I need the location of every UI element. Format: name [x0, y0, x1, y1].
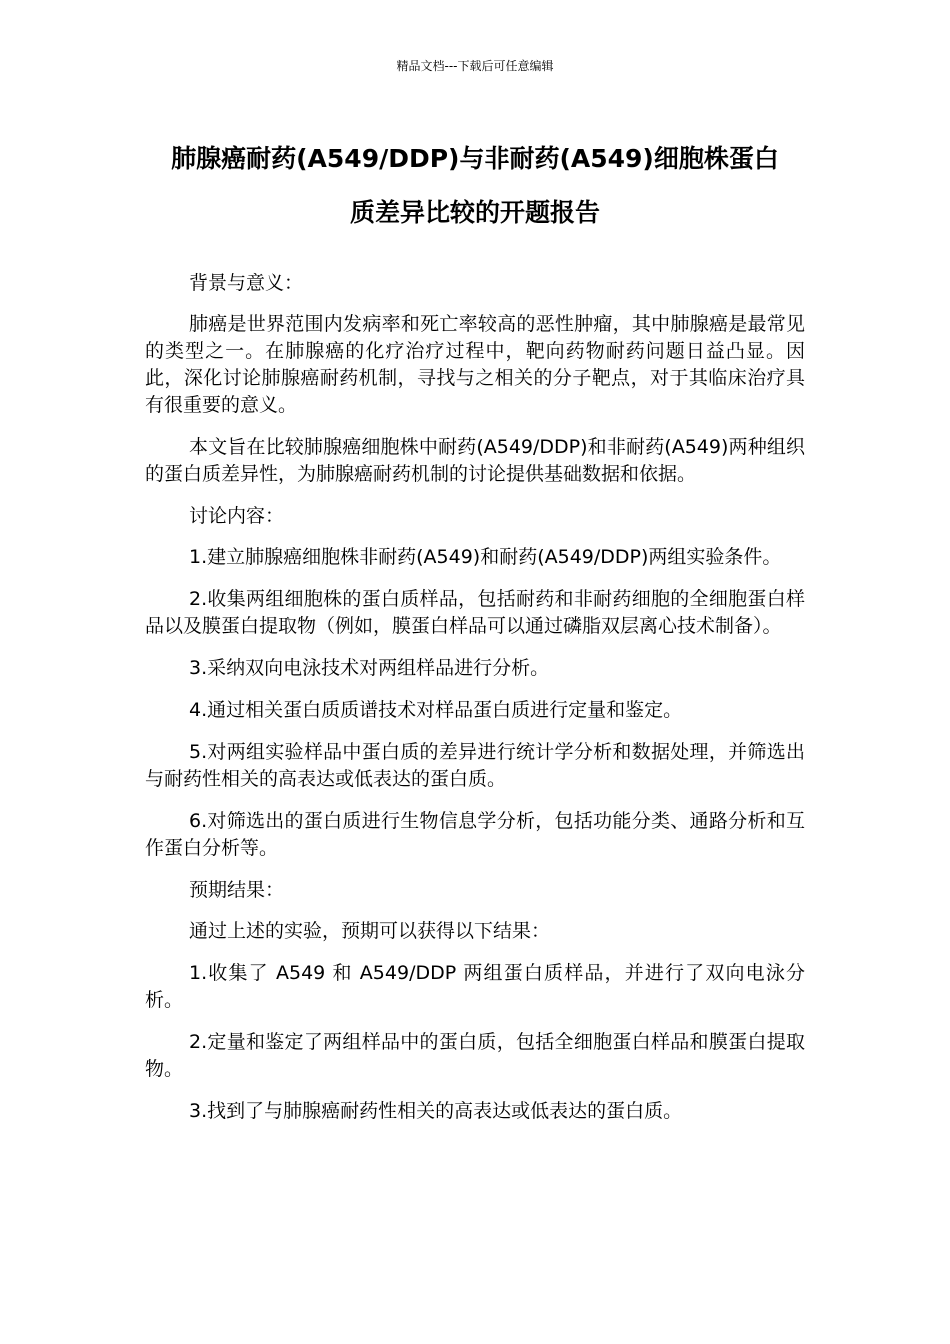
document-title-line-2: 质差异比较的开题报告 — [349, 198, 600, 227]
list-item-content-5: 5.对两组实验样品中蛋白质的差异进行统计学分析和数据处理，并筛选出与耐药性相关的高表达或低表达的蛋白质。 — [145, 741, 805, 790]
document-title — [143, 132, 807, 240]
document-body — [145, 270, 805, 1140]
list-item-content-2: 2.收集两组细胞株的蛋白质样品，包括耐药和非耐药细胞的全细胞蛋白样品以及膜蛋白提取物（例如，膜蛋白样品可以通过磷脂双层离心技术制备）。 — [145, 588, 805, 637]
list-item-content-4: 4.通过相关蛋白质质谱技术对样品蛋白质进行定量和鉴定。 — [189, 699, 683, 721]
section-heading-background: 背景与意义： — [189, 272, 304, 294]
page-header-note: 精品文档---下载后可任意编辑 — [396, 59, 554, 73]
paragraph-purpose: 本文旨在比较肺腺癌细胞株中耐药(A549/DDP)和非耐药(A549)两种组织的蛋白质差异性，为肺腺癌耐药机制的讨论提供基础数据和依据。 — [145, 436, 805, 485]
paragraph-background: 肺癌是世界范围内发病率和死亡率较高的恶性肿瘤，其中肺腺癌是最常见的类型之一。在肺腺癌的化疗治疗过程中，靶向药物耐药问题日益凸显。因此，深化讨论肺腺癌耐药机制，寻找与之相关的分子靶点，对于其临床治疗具有很重要的意义。 — [145, 313, 805, 416]
document-title-line-1: 肺腺癌耐药(A549/DDP)与非耐药(A549)细胞株蛋白 — [171, 144, 779, 173]
section-heading-content: 讨论内容： — [189, 505, 285, 527]
list-item-content-1: 1.建立肺腺癌细胞株非耐药(A549)和耐药(A549/DDP)两组实验条件。 — [189, 546, 782, 568]
list-item-result-3: 3.找到了与肺腺癌耐药性相关的高表达或低表达的蛋白质。 — [189, 1100, 683, 1122]
list-item-result-1: 1.收集了 A549 和 A549/DDP 两组蛋白质样品，并进行了双向电泳分析。 — [145, 962, 805, 1011]
section-heading-expected-results: 预期结果： — [189, 879, 285, 901]
list-item-content-6: 6.对筛选出的蛋白质进行生物信息学分析，包括功能分类、通路分析和互作蛋白分析等。 — [145, 810, 805, 859]
paragraph-results-intro: 通过上述的实验，预期可以获得以下结果： — [189, 920, 551, 942]
list-item-content-3: 3.采纳双向电泳技术对两组样品进行分析。 — [189, 657, 550, 679]
list-item-result-2: 2.定量和鉴定了两组样品中的蛋白质，包括全细胞蛋白样品和膜蛋白提取物。 — [145, 1031, 805, 1080]
